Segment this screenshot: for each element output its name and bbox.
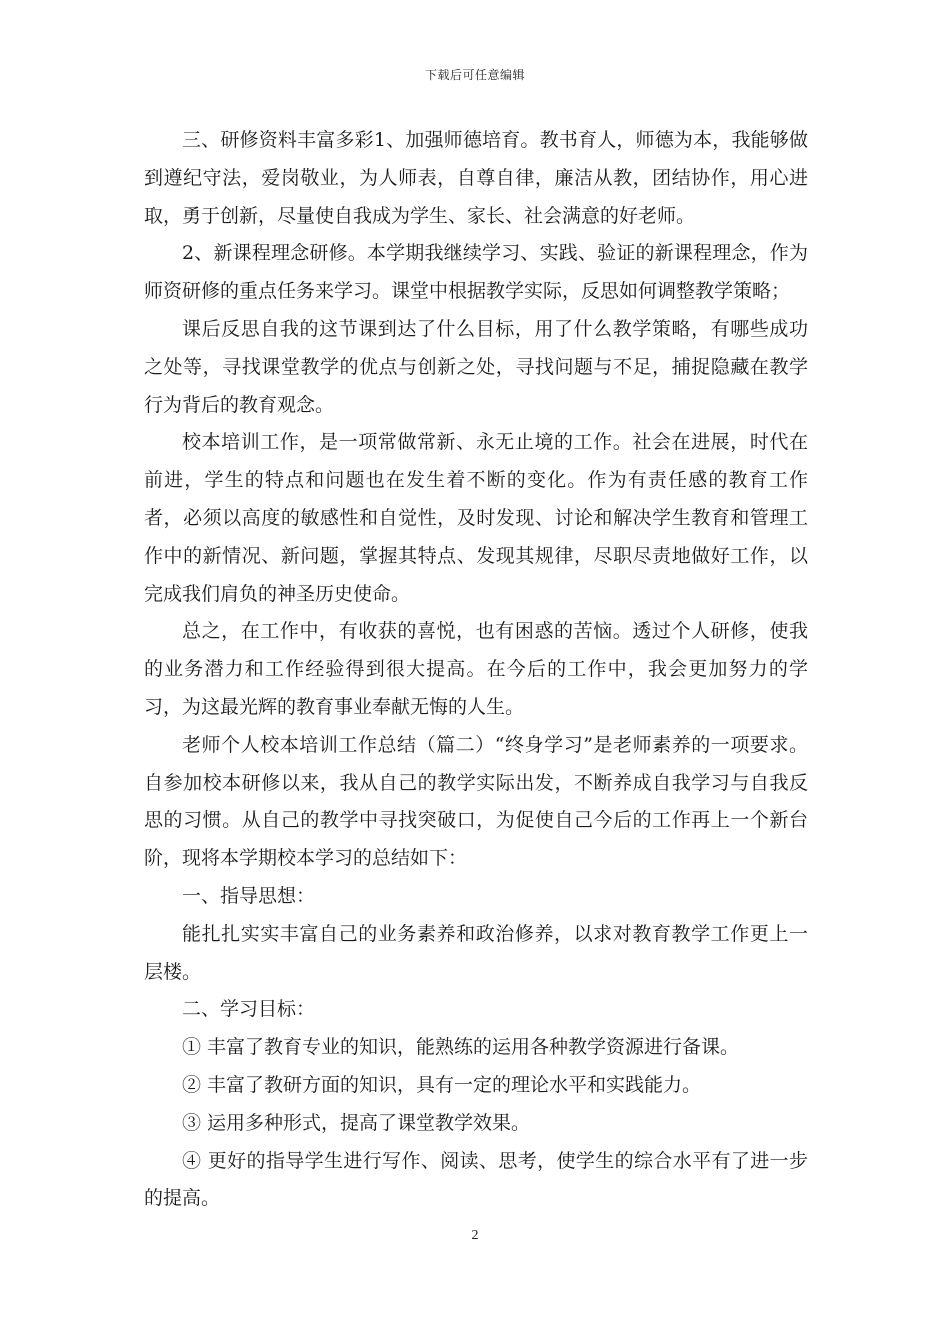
- goal-item-4: ④ 更好的指导学生进行写作、阅读、思考，使学生的综合水平有了进一步的提高。: [144, 1149, 808, 1210]
- goal-item-1: ① 丰富了教育专业的知识，能熟练的运用各种教学资源进行备课。: [182, 1036, 740, 1059]
- section-heading-learning-goals: 二、学习目标：: [182, 998, 316, 1021]
- paragraph-1: 三、研修资料丰富多彩1、加强师德培育。教书育人，师德为本，我能够做到遵纪守法，爱岗敬业，为人师表，自尊自律，廉洁从教，团结协作，用心进取，勇于创新，尽量使自我成为学生、家长、社会满意的好老师。: [144, 129, 808, 227]
- goal-item-3: ③ 运用多种形式，提高了课堂教学效果。: [182, 1111, 531, 1134]
- section-heading-guiding-thought: 一、指导思想：: [182, 884, 316, 907]
- paragraph-6: 老师个人校本培训工作总结（篇二）“终身学习”是老师素养的一项要求。自参加校本研修以来，我从自己的教学实际出发，不断养成自我学习与自我反思的习惯。从自己的教学中寻找突破口，为促使自己今后的工作再上一个新台阶，现将本学期校本学习的总结如下：: [144, 733, 808, 870]
- paragraph-5: 总之，在工作中，有收获的喜悦，也有困惑的苦恼。透过个人研修，使我的业务潜力和工作经验得到很大提高。在今后的工作中，我会更加努力的学习，为这最光辉的教育事业奉献无悔的人生。: [144, 620, 808, 718]
- paragraph-8: 能扎扎实实丰富自己的业务素养和政治修养，以求对教育教学工作更上一层楼。: [144, 922, 808, 983]
- paragraph-4: 校本培训工作，是一项常做常新、永无止境的工作。社会在进展，时代在前进，学生的特点和问题也在发生着不断的变化。作为有责任感的教育工作者，必须以高度的敏感性和自觉性，及时发现、讨论和解决学生教育和管理工作中的新情况、新问题，掌握其特点、发现其规律，尽职尽责地做好工作，以完成我们肩负的神圣历史使命。: [144, 431, 808, 605]
- page-number: 2: [471, 1228, 479, 1243]
- goal-item-2: ② 丰富了教研方面的知识，具有一定的理论水平和实践能力。: [182, 1073, 702, 1096]
- body-content: [144, 122, 808, 1218]
- page-header: 下载后可任意编辑: [424, 68, 525, 82]
- paragraph-3: 课后反思自我的这节课到达了什么目标，用了什么教学策略，有哪些成功之处等，寻找课堂教学的优点与创新之处，寻找问题与不足，捕捉隐藏在教学行为背后的教育观念。: [144, 317, 808, 416]
- paragraph-2: 2、新课程理念研修。本学期我继续学习、实践、验证的新课程理念，作为师资研修的重点任务来学习。课堂中根据教学实际，反思如何调整教学策略；: [144, 242, 808, 303]
